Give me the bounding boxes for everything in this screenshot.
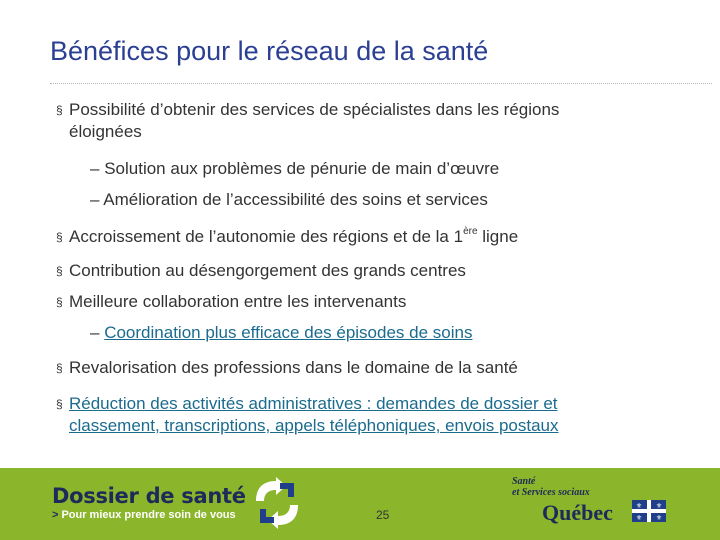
title-divider [50,83,712,84]
sub-marker: – [90,190,100,209]
bullet-text: Contribution au désengorgement des grands centres [69,261,466,280]
sub-bullet-item-2 [90,189,670,211]
page-number: 25 [376,508,390,522]
reduction-link[interactable]: Réduction des activités administratives : demandes de dossier et [69,394,558,413]
sub-marker: – [90,323,100,342]
dossier-sante-logo [52,484,246,521]
superscript-ere: ère [463,226,478,237]
svg-text:⚜: ⚜ [635,514,643,522]
bullet-text: Meilleure collaboration entre les intervenants [69,292,407,311]
bullet-item-3 [52,260,679,282]
bullet-item-2 [52,226,679,248]
bullet-marker: § [56,361,63,375]
sub-marker: – [90,159,100,178]
logo-title: Dossier de santé [52,484,246,508]
quebec-flag-icon [632,500,666,522]
bullet-item-5 [52,357,679,379]
sub-bullet-item-1 [90,158,670,180]
bullet-text-continued: éloignées [69,122,142,141]
ministry-line-1: Santé [512,476,536,487]
reduction-link-continued[interactable]: classement, transcriptions, appels téléphoniques, envois postaux [69,416,559,435]
ministry-line-2: et Services sociaux [512,487,590,498]
puzzle-arrows-icon [250,477,304,529]
bullet-item-6 [52,393,679,437]
bullet-marker: § [56,295,63,309]
bullet-text: Revalorisation des professions dans le domaine de la santé [69,358,518,377]
sub-bullet-text: Amélioration de l’accessibilité des soins et services [103,190,488,209]
bullet-text: Possibilité d’obtenir des services de spécialistes dans les régions [69,100,560,119]
quebec-wordmark: Québec [542,500,613,525]
sub-bullet-text: Solution aux problèmes de pénurie de main d’œuvre [104,159,500,178]
bullet-marker: § [56,397,63,411]
logo-arrow-icon: > [52,509,59,521]
bullet-marker: § [56,230,63,244]
svg-text:⚜: ⚜ [655,514,663,522]
logo-subtitle: > Pour mieux prendre soin de vous [52,509,236,521]
quebec-government-logo [512,476,613,526]
bullet-text-end: ligne [477,227,519,246]
coordination-link[interactable]: Coordination plus efficace des épisodes de soins [104,323,473,342]
svg-text:⚜: ⚜ [655,502,663,510]
svg-text:⚜: ⚜ [635,502,643,510]
bullet-item-1 [52,99,679,143]
bullet-item-4 [52,291,679,313]
bullet-marker: § [56,264,63,278]
sub-bullet-item-3 [90,322,670,344]
bullet-marker: § [56,103,63,117]
bullet-text: Accroissement de l’autonomie des régions et de la 1 [69,227,464,246]
slide-title: Bénéfices pour le réseau de la santé [50,36,489,66]
